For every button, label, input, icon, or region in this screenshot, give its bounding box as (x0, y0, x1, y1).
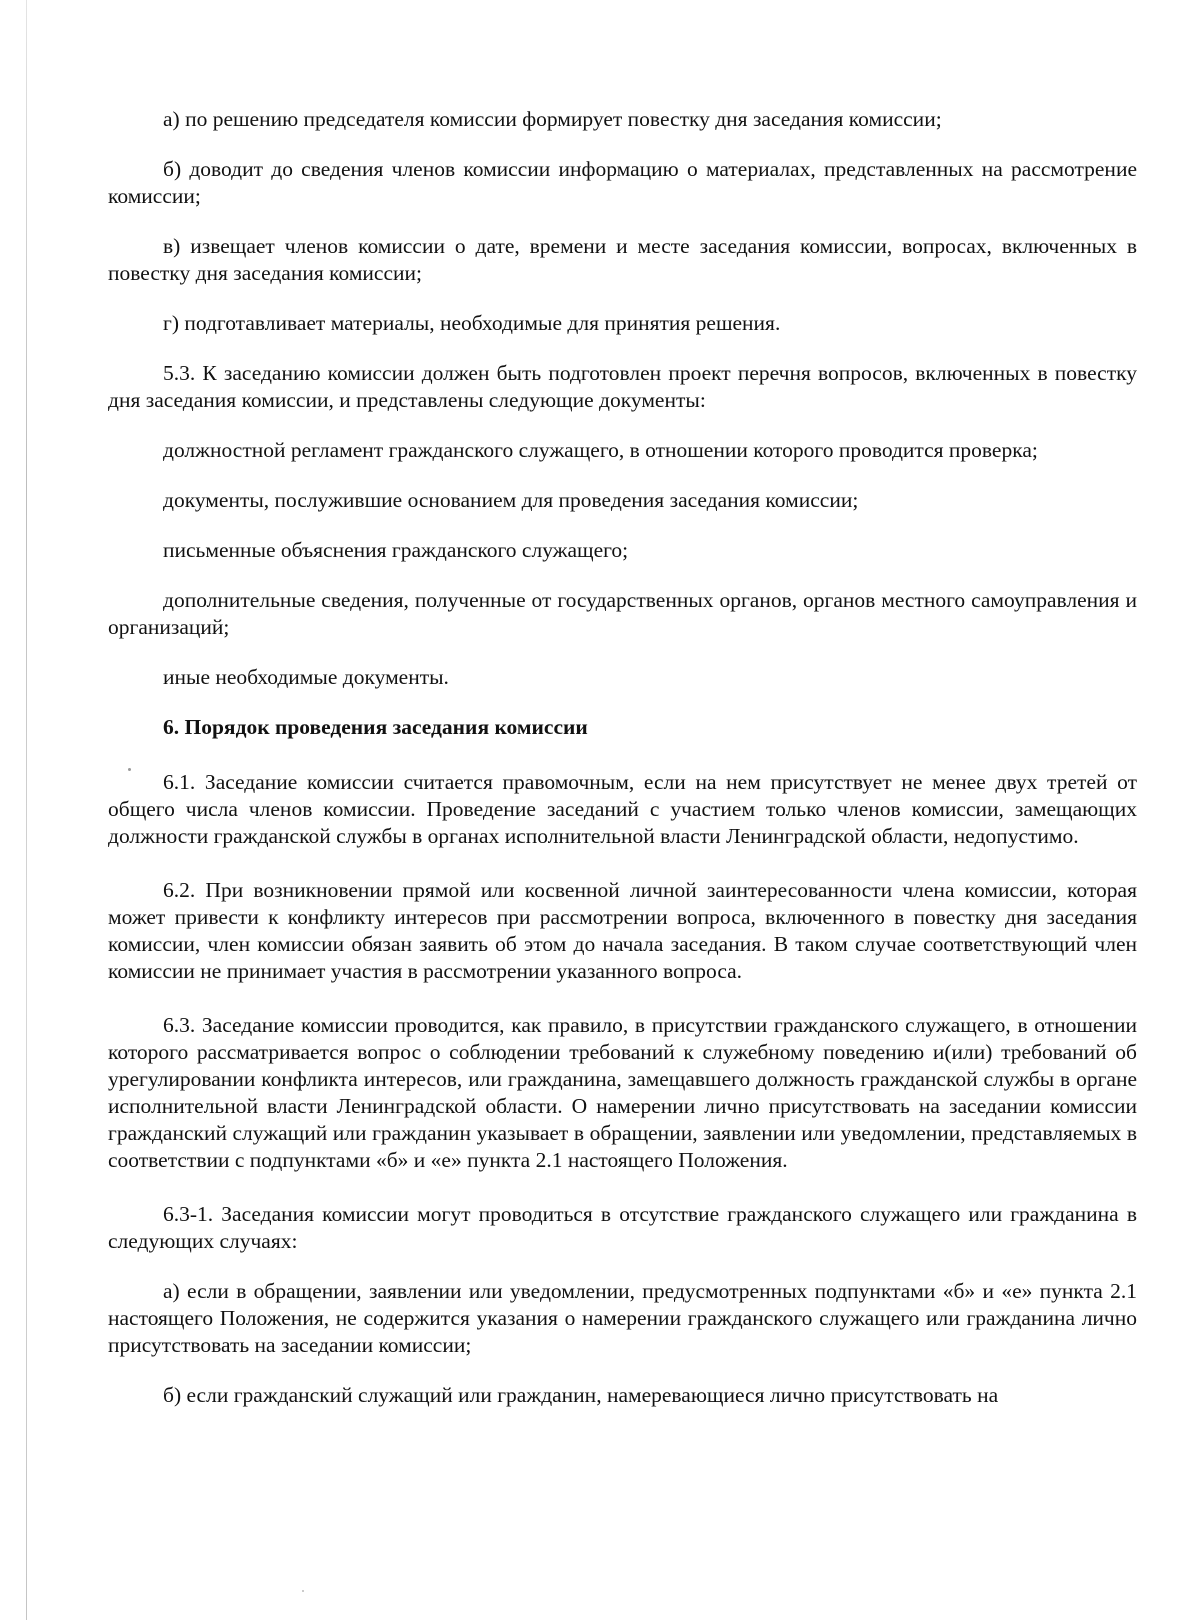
paragraph: 6.1. Заседание комиссии считается правомочным, если на нем присутствует не менее двух третей от общего числа членов комиссии. Проведение заседаний с участием только членов комиссии, замещающих должности гражданской службы в органах исполнительной власти Ленинградской области, недопустимо. (108, 770, 1137, 848)
paragraph: б) доводит до сведения членов комиссии информацию о материалах, представленных на рассмотрение комиссии; (108, 157, 1137, 208)
document-body (108, 106, 1137, 1432)
paragraph: дополнительные сведения, полученные от государственных органов, органов местного самоуправления и организаций; (108, 588, 1137, 639)
scan-edge-line (26, 0, 27, 1620)
paragraph: должностной регламент гражданского служащего, в отношении которого проводится проверка; (163, 438, 1038, 462)
paragraph: в) извещает членов комиссии о дате, времени и месте заседания комиссии, вопросах, включенных в повестку дня заседания комиссии; (108, 234, 1137, 285)
section-heading: 6. Порядок проведения заседания комиссии (163, 715, 588, 739)
paragraph: г) подготавливает материалы, необходимые для принятия решения. (163, 311, 781, 335)
paragraph: 6.3. Заседание комиссии проводится, как правило, в присутствии гражданского служащего, в отношении которого рассматривается вопрос о соблюдении требований к служебному поведению и(или) требований об урегулировании конфликта интересов, или гражданина, замещавшего должность гражданской службы в органе исполнительной власти Ленинградской области. О намерении лично присутствовать на заседании комиссии гражданский служащий или гражданин указывает в обращении, заявлении или уведомлении, представляемых в соответствии с подпунктами «б» и «е» пункта 2.1 настоящего Положения. (108, 1013, 1137, 1172)
paragraph: документы, послужившие основанием для проведения заседания комиссии; (163, 488, 859, 512)
paragraph: а) если в обращении, заявлении или уведомлении, предусмотренных подпунктами «б» и «е» пункта 2.1 настоящего Положения, не содержится указания о намерении гражданского служащего или гражданина лично присутствовать на заседании комиссии; (108, 1279, 1137, 1357)
paragraph: 5.3. К заседанию комиссии должен быть подготовлен проект перечня вопросов, включенных в повестку дня заседания комиссии, и представлены следующие документы: (108, 361, 1137, 412)
paragraph: иные необходимые документы. (163, 665, 449, 689)
paragraph: а) по решению председателя комиссии формирует повестку дня заседания комиссии; (163, 107, 942, 131)
paragraph: 6.3-1. Заседания комиссии могут проводиться в отсутствие гражданского служащего или гражданина в следующих случаях: (108, 1202, 1137, 1253)
paragraph: б) если гражданский служащий или гражданин, намеревающиеся лично присутствовать на (163, 1383, 999, 1407)
paragraph: 6.2. При возникновении прямой или косвенной личной заинтересованности члена комиссии, которая может привести к конфликту интересов при рассмотрении вопроса, включенного в повестку дня заседания комиссии, член комиссии обязан заявить об этом до начала заседания. В таком случае соответствующий член комиссии не принимает участия в рассмотрении указанного вопроса. (108, 878, 1137, 983)
scan-speck (302, 1590, 304, 1592)
paragraph: письменные объяснения гражданского служащего; (163, 538, 629, 562)
